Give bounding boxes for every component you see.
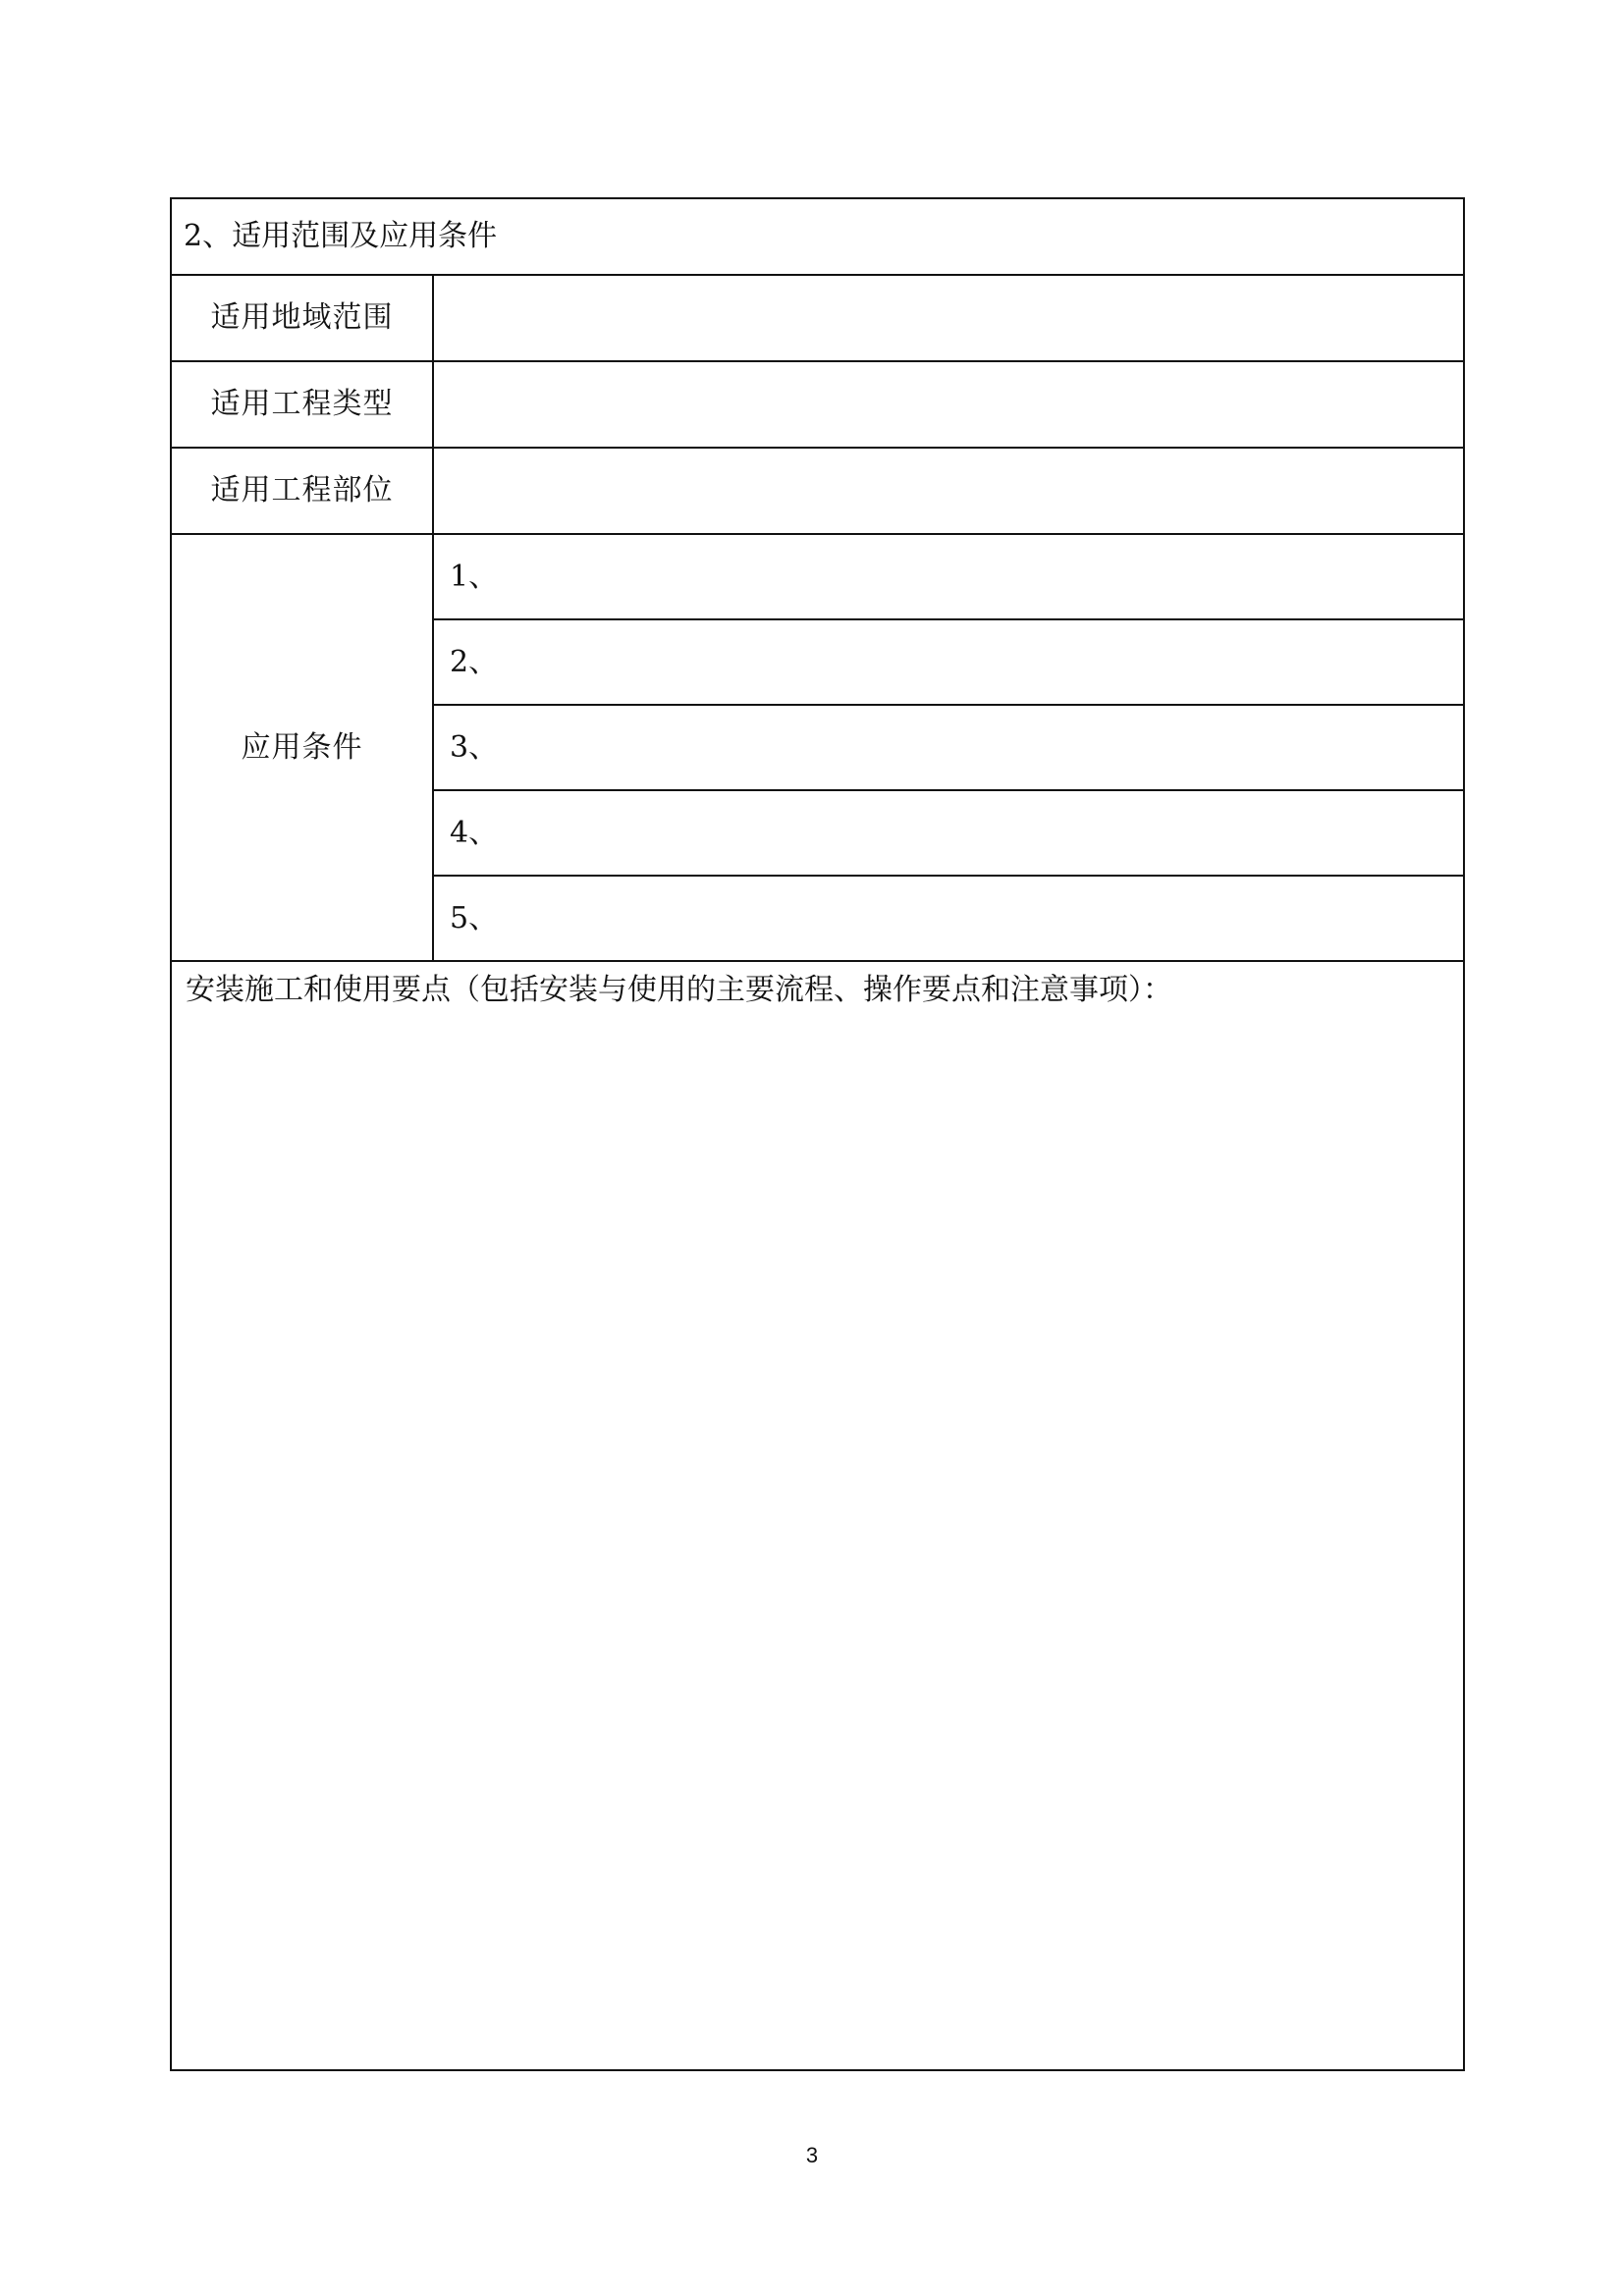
condition-item-3[interactable]: 3、	[433, 705, 1464, 790]
project-type-row	[171, 361, 1464, 448]
notes-row	[171, 961, 1464, 2070]
region-row	[171, 275, 1464, 361]
region-value-field[interactable]	[433, 275, 1464, 361]
project-type-label: 适用工程类型	[171, 361, 433, 448]
project-type-value-field[interactable]	[433, 361, 1464, 448]
section-title-row	[171, 198, 1464, 275]
installation-notes-field[interactable]	[171, 961, 1464, 2070]
condition-item-4[interactable]: 4、	[433, 790, 1464, 876]
project-part-row	[171, 448, 1464, 534]
application-scope-form	[170, 197, 1465, 2071]
condition-item-1[interactable]: 1、	[433, 534, 1464, 619]
conditions-label: 应用条件	[171, 534, 433, 961]
project-part-label: 适用工程部位	[171, 448, 433, 534]
condition-row-1	[171, 534, 1464, 619]
project-part-value-field[interactable]	[433, 448, 1464, 534]
section-title: 2、适用范围及应用条件	[171, 198, 1464, 275]
region-label: 适用地域范围	[171, 275, 433, 361]
page-number: 3	[805, 2143, 819, 2167]
condition-item-5[interactable]: 5、	[433, 876, 1464, 961]
installation-notes-label: 安装施工和使用要点（包括安装与使用的主要流程、操作要点和注意事项）：	[186, 973, 1172, 1007]
condition-item-2[interactable]: 2、	[433, 619, 1464, 705]
